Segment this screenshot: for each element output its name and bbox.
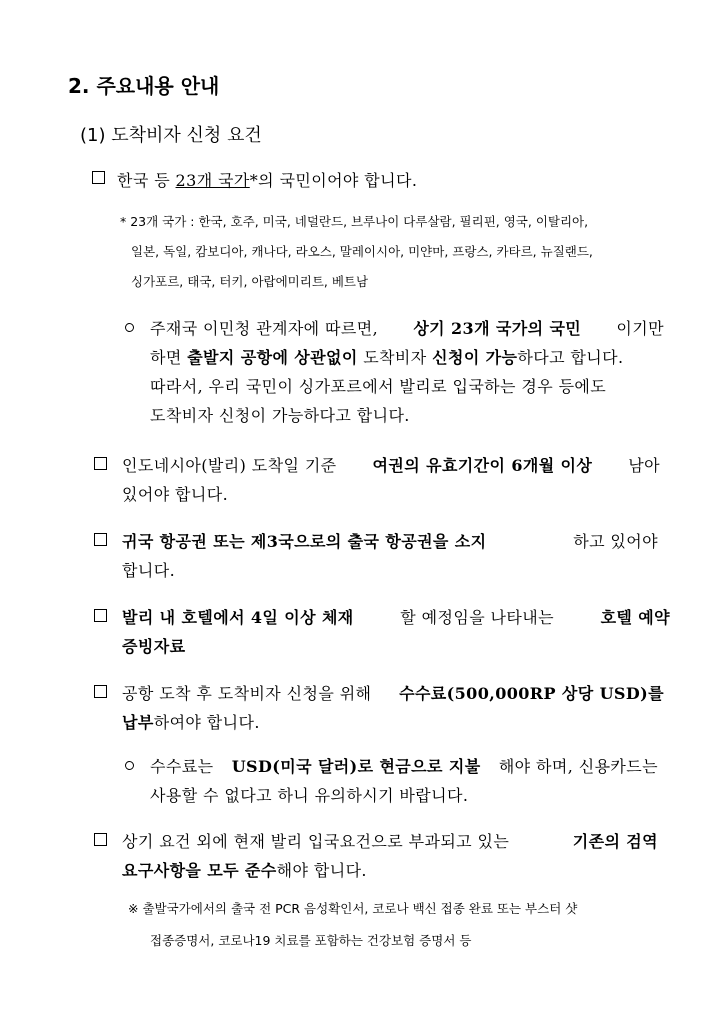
item-5-line-2: 납부하여야 합니다.: [122, 713, 260, 732]
checkbox-square-icon: [92, 171, 105, 184]
item-6-line-2: 요구사항을 모두 준수해야 합니다.: [122, 861, 367, 880]
circle-bullet-icon: [125, 323, 134, 332]
item-5-sub-line-1: 수수료는 USD(미국 달러)로 현금으로 지불 해야 하며, 신용카드는: [150, 757, 658, 776]
item-6-line-1: 상기 요건 외에 현재 발리 입국요건으로 부과되고 있는 기존의 검역: [122, 832, 658, 851]
checkbox-square-icon: [94, 685, 107, 698]
section-title: 2. 주요내용 안내: [68, 74, 220, 98]
subsection-title: (1) 도착비자 신청 요건: [80, 125, 262, 146]
circle-bullet-icon: [125, 761, 134, 770]
item-3-line-1: 귀국 항공권 또는 제3국으로의 출국 항공권을 소지 하고 있어야: [122, 532, 658, 551]
item-4-line-1: 발리 내 호텔에서 4일 이상 체재 할 예정임을 나타내는 호텔 예약: [122, 608, 670, 627]
item-1-sub-line-3: 따라서, 우리 국민이 싱가포르에서 발리로 입국하는 경우 등에도: [150, 377, 607, 396]
item-3-line-2: 합니다.: [122, 561, 176, 580]
item-2-line-2: 있어야 합니다.: [122, 485, 229, 504]
item-5-sub-line-2: 사용할 수 없다고 하니 유의하시기 바랍니다.: [150, 786, 469, 805]
note-line-1: ※ 출발국가에서의 출국 전 PCR 음성확인서, 코로나 백신 접종 완료 또는 부스터 샷: [128, 901, 578, 916]
note-line-2: 접종증명서, 코로나19 치료를 포함하는 건강보험 증명서 등: [150, 933, 472, 948]
footnote-line-2: 일본, 독일, 캄보디아, 캐나다, 라오스, 말레이시아, 미얀마, 프랑스, 카타르, 뉴질랜드,: [131, 244, 593, 259]
footnote-line-3: 싱가포르, 태국, 터키, 아랍에미리트, 베트남: [131, 274, 369, 289]
item-1-sub-line-2: 하면 출발지 공항에 상관없이 도착비자 신청이 가능하다고 합니다.: [150, 348, 624, 367]
footnote-line-1: * 23개 국가 : 한국, 호주, 미국, 네덜란드, 브루나이 다루살람, 필리핀, 영국, 이탈리아,: [120, 214, 589, 229]
item-5-line-1: 공항 도착 후 도착비자 신청을 위해 수수료(500,000RP 상당 USD)를: [122, 684, 664, 703]
item-1-sub-line-4: 도착비자 신청이 가능하다고 합니다.: [150, 406, 410, 425]
checkbox-square-icon: [94, 533, 107, 546]
item-1-line-1: 한국 등 23개 국가*의 국민이어야 합니다.: [117, 171, 418, 190]
checkbox-square-icon: [94, 833, 107, 846]
item-2-line-1: 인도네시아(발리) 도착일 기준 여권의 유효기간이 6개월 이상 남아: [122, 456, 660, 475]
checkbox-square-icon: [94, 609, 107, 622]
checkbox-square-icon: [94, 457, 107, 470]
item-4-line-2: 증빙자료: [122, 637, 186, 656]
item-1-sub-line-1: 주재국 이민청 관계자에 따르면, 상기 23개 국가의 국민 이기만: [150, 319, 664, 338]
